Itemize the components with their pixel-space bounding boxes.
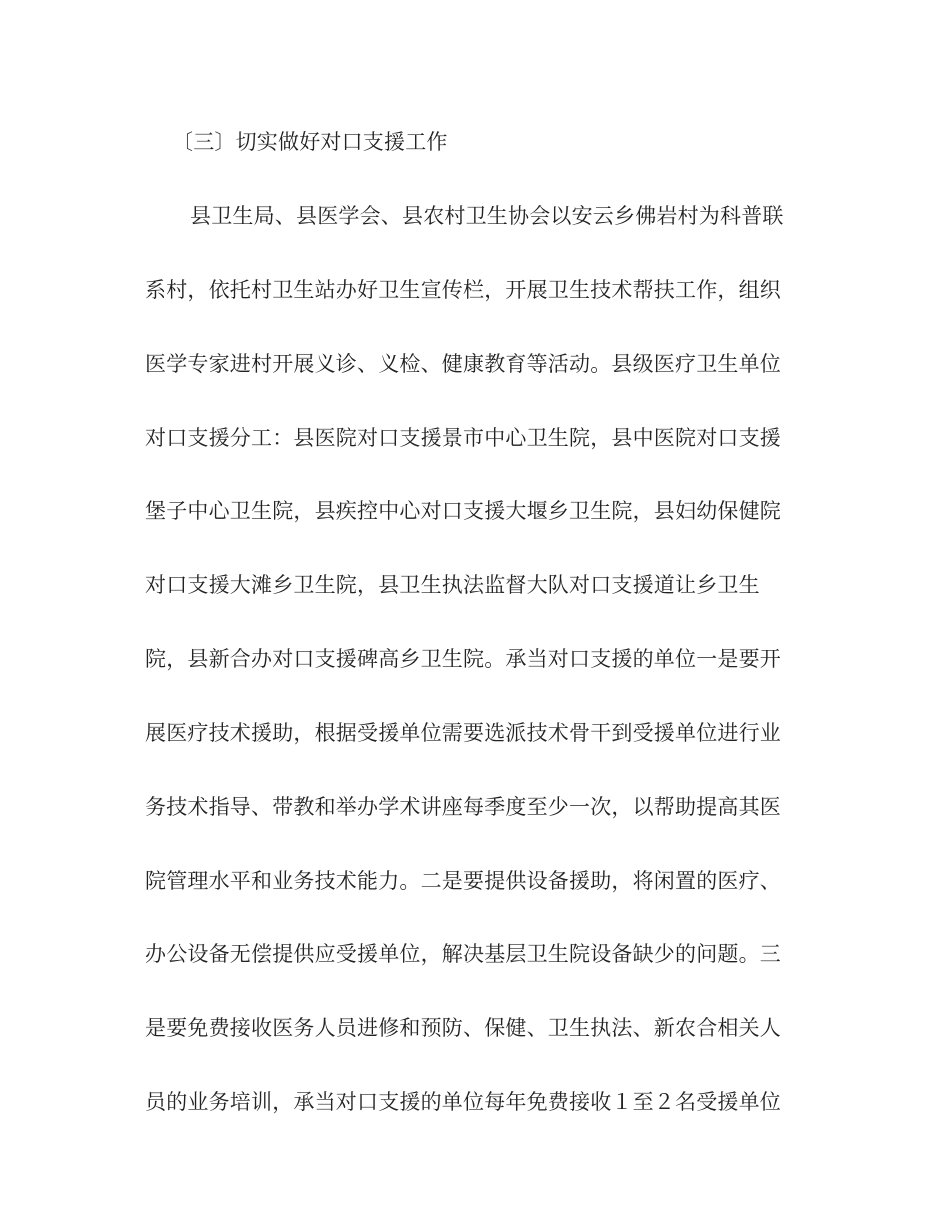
paragraph-line: 对口支援大滩乡卫生院，县卫生执法监督大队对口支援道让乡卫生 (145, 573, 760, 597)
paragraph-line: 是要免费接收医务人员进修和预防、保健、卫生执法、新农合相关人 (145, 1016, 781, 1040)
paragraph-line: 办公设备无偿提供应受援单位，解决基层卫生院设备缺少的问题。三 (145, 942, 781, 966)
paragraph-line: 对口支援分工：县医院对口支援景市中心卫生院，县中医院对口支援 (145, 426, 781, 450)
paragraph-line: 堡子中心卫生院，县疾控中心对口支援大堰乡卫生院，县妇幼保健院 (145, 499, 781, 523)
paragraph-line: 县卫生局、县医学会、县农村卫生协会以安云乡佛岩村为科普联 (190, 204, 784, 228)
paragraph-line: 系村，依托村卫生站办好卫生宣传栏，开展卫生技术帮扶工作，组织 (145, 278, 781, 302)
paragraph-line: 院，县新合办对口支援碑高乡卫生院。承当对口支援的单位一是要开 (145, 647, 781, 671)
section-heading: 〔三〕切实做好对口支援工作 (172, 130, 448, 154)
paragraph-line: 员的业务培训，承当对口支援的单位每年免费接收１至２名受援单位 (145, 1090, 781, 1114)
paragraph-line: 院管理水平和业务技术能力。二是要提供设备援助，将闲置的医疗、 (145, 869, 781, 893)
paragraph-line: 医学专家进村开展义诊、义检、健康教育等活动。县级医疗卫生单位 (145, 352, 781, 376)
paragraph-line: 务技术指导、带教和举办学术讲座每季度至少一次，以帮助提高其医 (145, 795, 781, 819)
paragraph-line: 展医疗技术援助，根据受援单位需要选派技术骨干到受援单位进行业 (145, 721, 781, 745)
